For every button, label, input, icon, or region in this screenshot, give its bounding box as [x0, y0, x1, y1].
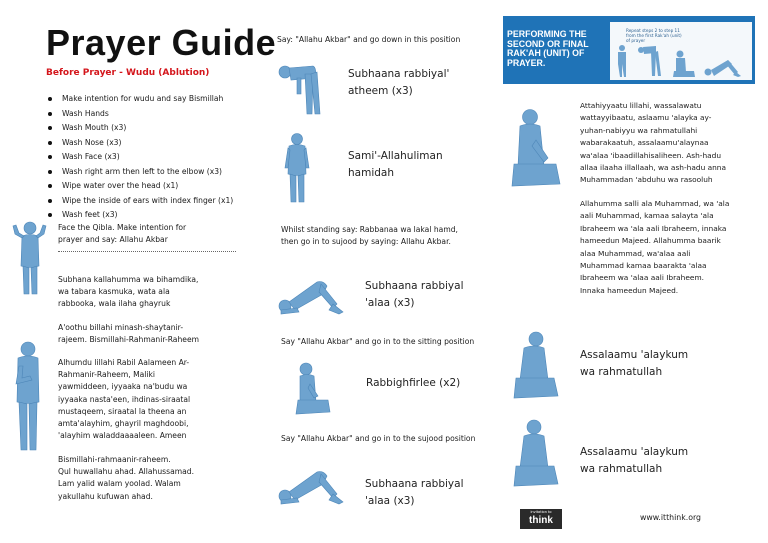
standing-arms-down-figure-icon	[280, 132, 314, 206]
ikhlas-text: Bismillahi-rahmaanir-raheem. Qul huwallahu ahad. Allahussamad. Lam yalid walam yoolad. Walam yakullahu kufuwan ahad.	[58, 455, 195, 501]
subhana-text: Subhana kallahumma wa bihamdika, wa tabara kasmuka, wata ala rabbooka, wala ilaha ghayruk	[58, 275, 199, 309]
before-prayer-heading: Before Prayer - Wudu (Ablution)	[46, 68, 210, 78]
instruction-rabbana: Whilst standing say: Rabbanaa wa lakal hamd, then go in to sujood by saying: Allahu Akbar.	[281, 225, 458, 246]
instruction-ruku: Say: "Allahu Akbar" and go down in this position	[277, 35, 461, 44]
instruction-sitting: Say "Allahu Akbar" and go in to the sitting position	[281, 337, 475, 346]
instruction-sujood: Say "Allahu Akbar" and go in to the sujood position	[281, 434, 476, 443]
sujood-second-figure-icon	[273, 458, 345, 506]
fatiha-text: Alhumdu lillahi Rabil Aalameen Ar- Rahmanir-Raheem, Maliki yawmiddeen, iyyaaka na'budu wa iyyaaka nasta'een, ihdinas-siraatal mustaqeem, siraatal la theena an amta'alayhim, ghayril maghdoobi, 'alayhim waladdaaaaleen. Ameen	[58, 358, 191, 441]
invitation-to-think-logo: invitation to think	[520, 509, 562, 529]
sujood-prostration-figure-icon	[273, 268, 345, 316]
banner-heading: PERFORMING THE SECOND OR FINAL RAK'AH (UNIT) OF PRAYER.	[507, 29, 589, 68]
wudu-step: Make intention for wudu and say Bismillah	[46, 92, 261, 107]
tashahhud-text: Attahiyyaatu lillahi, wassalawatu wattayyibaatu, aslaamu 'alayka ay- yuhan-nabiyyu wa rahmatullahi wabarakaatuh, assalaamu'alaynaa wa'alaa 'ibaadillahisaliheen. Ash-hadu allaa ilaaha illallaah, wa ash-hadu anna Muhammadan 'abduhu wa rasooluh	[580, 101, 727, 185]
wudu-step: Wash feet (x3)	[46, 208, 261, 223]
wudu-step: Wash right arm then left to the elbow (x3)	[46, 165, 261, 180]
tashahhud-sitting-figure-icon	[508, 108, 562, 194]
ruku-bowing-figure-icon	[275, 60, 331, 118]
standing-recitation: Sami'-Allahuliman hamidah	[348, 150, 443, 179]
wudu-steps-list	[46, 92, 261, 223]
standing-hands-folded-figure-icon	[8, 340, 48, 456]
banner-bowing-figure-icon	[636, 42, 664, 78]
wudu-step: Wash Nose (x3)	[46, 136, 261, 151]
wudu-step: Wash Face (x3)	[46, 150, 261, 165]
sitting-recitation: Rabbighfirlee (x2)	[366, 377, 461, 389]
dotted-divider	[58, 251, 236, 252]
salam-left-text: Assalaamu 'alaykum wa rahmatullah	[580, 446, 689, 475]
qibla-instruction: Face the Qibla. Make intention for prayer and say: Allahu Akbar	[58, 223, 187, 245]
sitting-figure-icon	[292, 362, 332, 420]
salawat-text: Allahumma salli ala Muhammad, wa 'ala aali Muhammad, kamaa salayta 'ala Ibraheem wa 'ala aali Ibraheem, innaka hameedun Majeed. Allahumma baarik alaa Muhammad, wa'alaa aali Muhammad kamaa baarakta 'alaa Ibraheem wa 'alaa aali Ibraheem. Innaka hameedun Majeed.	[580, 199, 730, 295]
website-url[interactable]: www.itthink.org	[640, 513, 702, 522]
banner-sitting-figure-icon	[672, 50, 696, 78]
banner-sujood-figure-icon	[702, 54, 742, 78]
aoothu-text: A'oothu billahi minash-shaytanir- rajeem. Bismillahi-Rahmanir-Raheem	[58, 323, 200, 345]
salam-left-figure-icon	[512, 418, 562, 490]
standing-takbir-figure-icon	[8, 220, 50, 298]
wudu-step: Wipe the inside of ears with index finger (x1)	[46, 194, 261, 209]
sujood2-recitation: Subhaana rabbiyal 'alaa (x3)	[365, 478, 464, 507]
wudu-step: Wipe water over the head (x1)	[46, 179, 261, 194]
salam-right-figure-icon	[510, 330, 560, 404]
banner-note: Repeat steps 2 to step 11 from the first Rak'ah (unit) of prayer	[626, 28, 682, 44]
sujood1-recitation: Subhaana rabbiyal 'alaa (x3)	[365, 280, 464, 309]
wudu-step: Wash Hands	[46, 107, 261, 122]
page-title: Prayer Guide	[46, 22, 277, 63]
banner-standing-figure-icon	[614, 44, 630, 78]
wudu-step: Wash Mouth (x3)	[46, 121, 261, 136]
salam-right-text: Assalaamu 'alaykum wa rahmatullah	[580, 349, 689, 378]
ruku-recitation: Subhaana rabbiyal' atheem (x3)	[348, 68, 450, 97]
